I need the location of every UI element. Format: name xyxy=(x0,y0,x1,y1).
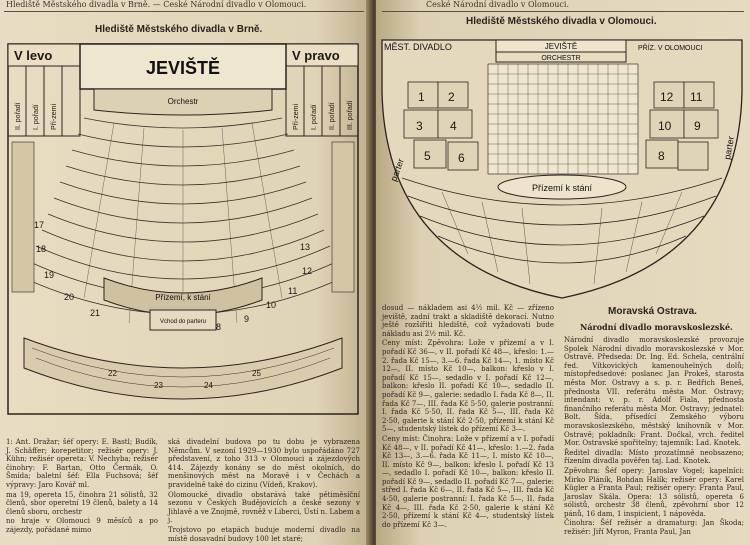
olo-box-5: 5 xyxy=(424,149,431,163)
right-text-column-1 xyxy=(382,304,554,530)
brno-row-17: 17 xyxy=(34,220,45,230)
olo-box-4: 4 xyxy=(450,119,457,133)
brno-orchestra-label: Orchestr xyxy=(167,97,199,106)
olo-box-2: 2 xyxy=(448,90,455,104)
brno-row-12: 12 xyxy=(302,266,313,276)
olomouc-stand-label: Přízemí k stání xyxy=(531,183,593,193)
box-label-i-right: I. pořadí xyxy=(311,104,318,130)
box-label-iii-right: III. pořadí xyxy=(347,100,354,130)
header-rule xyxy=(4,11,364,12)
brno-stall-23: 23 xyxy=(154,381,163,390)
right-col2-para-2: Ředitel divadla: Místo prozatímně neobsazeno; řízením divadla pověřen taj. Lad. Knotek. xyxy=(564,448,744,466)
box-label-ii-left: II. pořadí xyxy=(15,102,22,130)
olomouc-side-right: parter xyxy=(722,135,737,161)
brno-row-20: 20 xyxy=(64,292,75,302)
brno-entrance-label: Vchod do parteru xyxy=(159,319,207,325)
brno-row-18: 18 xyxy=(36,244,47,254)
brno-stage-label: JEVIŠTĚ xyxy=(145,58,221,78)
left-col1-para-1: 1: Ant. Dražar; šéf opery: E. Bastl; Budík, J. Schäffer; korepetitor; režisér opery: J. Kühn; režisér opereta: V. Nechyba; režisér činohry: F. Bartan, Otto Čermák, O. Šmída; baletní šéf: Ella Fuchsová; šéf výpravy: Jaro Kovář ml. xyxy=(6,438,158,489)
box-label-i-left: I. pořadí xyxy=(33,104,40,130)
right-page xyxy=(376,0,750,545)
olomouc-plan-title: Hlediště Městského divadla v Olomouci. xyxy=(466,16,657,27)
right-col1-para-3: Ceny míst: Činohra: Lože v přízemí a v I. pořadí Kč 48—, v II. pořadí Kč 41—, křeslo: 1.—2. řada Kč 13—, 3.—6. řada Kč 11—, I. místo Kč 10—, II. místo Kč 9—, balkon: křeslo I. pořadí Kč 13—, sedadlo I. pořadí Kč 10—, balkon: křeslo II. pořadí Kč 9—, sedadlo II. pořadí Kč 7—, galerie: střed I. řada Kč 6—, II. řada Kč 5—, III. řada Kč 4·50, galerie postranní: I. řada Kč 5—, II. řada Kč 4—, III. řada Kč 2·50, galerie k stání Kč 2·50, přízemí k stání Kč 4—, studentský lístek do přízemí Kč 3—. xyxy=(382,434,554,529)
brno-stall-22: 22 xyxy=(108,369,117,378)
olomouc-orchestra-label: ORCHESTR xyxy=(541,55,581,62)
right-col2-para-4: Činohra: Šéf režisér a dramaturg: Jan Škoda; režisér: Jiří Myron, Franta Paul, Jan xyxy=(564,519,744,537)
right-col1-para-1: dosud — nákladem asi 4½ mil. Kč — zřízeno jeviště, zadní trakt a skladiště dekorací. Nutno ještě rozšířiti hlediště, což vyžadovati bude nákladu asi 2½ mil. Kč. xyxy=(382,304,554,338)
brno-row-21: 21 xyxy=(90,308,101,318)
running-head-left: Hlediště Městského divadla v Brně. — České Národní divadlo v Olomouci. xyxy=(6,0,307,9)
brno-stand-label: Přízemí, k stání xyxy=(155,293,211,302)
olo-box-11: 11 xyxy=(690,90,703,104)
box-label-prizemi-left: Pří-zemí xyxy=(51,103,58,130)
left-col2-para-2: Olomoucké divadlo obstarává také pětiměsíční sezonu v Českých Budějovicích a české sezony v Jihlavě a ve Znojmě, rovněž v Liberci, Ústí n. Labem a j. xyxy=(168,490,360,525)
brno-row-9: 9 xyxy=(244,314,250,324)
ostrava-heading: Moravská Ostrava. xyxy=(608,306,697,317)
olomouc-stage-label: JEVIŠTĚ xyxy=(544,42,578,51)
right-col1-para-2: Ceny míst: Zpěvohra: Lože v přízemí a v I. pořadí Kč 36—, v II. pořadí Kč 48—, křeslo: 1.—2. řada Kč 15—, 3.—6. řada Kč 14—, 1. místo Kč 12—, II. místo Kč 10—, balkon: křeslo v I. pořadí Kč 15—, sedadlo v I. pořadí Kč 12—, balkon: křeslo II. pořadí Kč 10—, sedadlo II. pořadí Kč 9—, galerie: sedadlo I. řada Kč 8—, II. řada Kč 7—, III. řada Kč 5·50, galerie postranní: I. řada Kč 5·50, II. řada Kč 5—, III. řada Kč 2·50, galerie k stání Kč 2·50, přízemí k stání Kč 5—, studentský lístek do přízemí Kč 3—. xyxy=(382,339,554,434)
brno-plan-title: Hlediště Městského divadla v Brně. xyxy=(95,24,263,35)
right-text-column-2 xyxy=(564,336,744,538)
left-text-column-2 xyxy=(168,438,360,544)
olo-box-1: 1 xyxy=(418,90,425,104)
right-side-label: V pravo xyxy=(292,48,340,63)
header-rule-right xyxy=(382,11,744,12)
olo-box-9: 9 xyxy=(694,119,701,133)
city-box-label: MĚST. DIVADLO xyxy=(384,42,452,52)
right-col2-para-1: Národní divadlo moravskoslezské provozuje Spolek Národní divadlo moravskoslezské v Mor. Ostravě. Předseda: Dr. Ing. Ed. Schela, centrální řed. Vítkovických kamenouhelných dolů; místopředsedové: poslanec Jan Prokeš, starosta města Mor. Ostravy a s. p. r. Bedřich Beneš, přednosta VII. referátu města Mor. Ostravy; intendant: v. p. r. Adolf Fiala, přednosta finančního referátu města Mor. Ostravy; jednatel: Bolt. Šída, přísedící Zemského výboru moravskoslezského, městský knihovník v Mor. Ostravě; pokladník: Frant. Dočkal, vrch. ředitel Mor. Ostravské spořitelny; tajemník: Lad. Knotek. xyxy=(564,336,744,448)
olo-box-8: 8 xyxy=(658,149,665,163)
box-label-ii-right: II. pořadí xyxy=(329,102,336,130)
brno-row-19: 19 xyxy=(44,270,55,280)
olo-box-12: 12 xyxy=(660,90,674,104)
olomouc-seating-plan xyxy=(378,32,746,302)
left-col2-para-3: Trojstovo po etapách buduje moderní divadlo na místě dosavadní budovy 100 let staré; xyxy=(168,525,360,543)
left-side-label: V levo xyxy=(14,48,53,63)
olo-box-3: 3 xyxy=(416,119,423,133)
brno-stall-25: 25 xyxy=(252,369,261,378)
brno-row-13: 13 xyxy=(300,242,311,252)
left-col1-para-2: ma 19, opereta 15, činohra 21 sólistů, 32 členů, sbor operetní 19 členů, balety a 14 členů sboru, orchestr xyxy=(6,490,158,516)
olo-box-10: 10 xyxy=(658,119,672,133)
ostrava-subheading: Národní divadlo moravskoslezské. xyxy=(580,322,733,332)
right-box-label: PŘÍZ. V OLOMOUCI xyxy=(638,45,703,52)
left-page xyxy=(0,0,372,545)
left-col1-para-3: no hraje v Olomouci 9 měsíců a po zájezdy, pořádané mimo xyxy=(6,517,158,534)
box-label-prizemi-right: Pří-zemí xyxy=(293,103,300,130)
brno-row-11: 11 xyxy=(288,286,298,296)
brno-row-10: 10 xyxy=(266,300,277,310)
brno-seating-plan xyxy=(4,38,364,433)
left-col2-para-1: ská divadelní budova po tu dobu je vybrazena Němcům. V sezoní 1929—1930 bylo uspořádáno 727 představení, z toho 313 v Olomouci a zájezdových 414. Zájezdy konány se do měst okolních, do menšinových měst na Moravě i v Čechách a pravidelně také do cizinu (Vídeň, Krakov). xyxy=(168,438,360,489)
brno-row-8: 8 xyxy=(216,322,222,332)
running-head-right: České Národní divadlo v Olomouci. xyxy=(426,0,570,9)
right-col2-para-3: Zpěvohra: Šéf opery: Jaroslav Vogel; kapelníci: Mirko Pláník, Bohdan Halík; režisér opery: Karel Kügler a Franta Paul; režisér opery: Franta Paul, Jaroslav Skála. Opera: 13 sólistů, opereta 6 sólistů, orchestr 38 členů, zpěvohrní sbor 12 pánů, 16 dam, 1 inspicient, 1 nápověda. xyxy=(564,466,744,518)
olomouc-side-left: parter xyxy=(388,157,406,183)
left-text-column-1 xyxy=(6,438,158,536)
brno-stall-24: 24 xyxy=(204,381,213,390)
olo-box-6: 6 xyxy=(458,151,465,165)
